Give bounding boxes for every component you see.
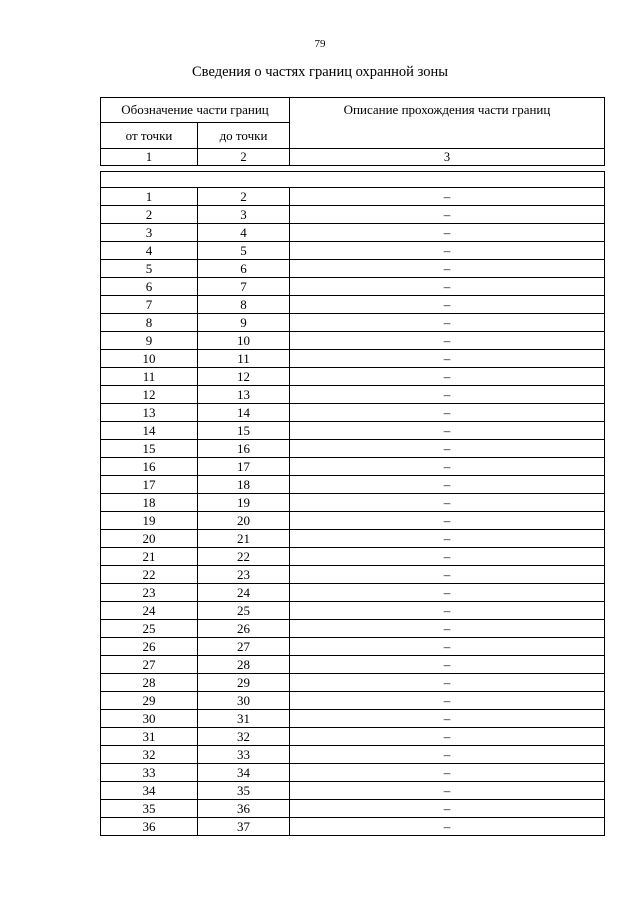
table-row [101,656,605,674]
table-row [101,458,605,476]
to-point-cell: 17 [198,458,290,476]
to-point-cell: 27 [198,638,290,656]
from-point-cell: 26 [101,638,198,656]
table-row [101,422,605,440]
from-point-cell: 17 [101,476,198,494]
table-row [101,548,605,566]
from-point-cell: 22 [101,566,198,584]
table-row [101,296,605,314]
description-cell: – [290,494,605,512]
table-row [101,746,605,764]
table-row [101,674,605,692]
table-row [101,350,605,368]
from-point-cell: 7 [101,296,198,314]
column-number-3: 3 [290,149,605,166]
to-point-cell: 23 [198,566,290,584]
description-cell: – [290,746,605,764]
table-row [101,260,605,278]
to-point-cell: 10 [198,332,290,350]
to-point-cell: 6 [198,260,290,278]
table-row [101,440,605,458]
description-cell: – [290,278,605,296]
to-point-cell: 9 [198,314,290,332]
to-point-cell: 26 [198,620,290,638]
from-point-cell: 13 [101,404,198,422]
description-cell: – [290,782,605,800]
from-point-cell: 34 [101,782,198,800]
description-cell: – [290,476,605,494]
to-point-cell: 29 [198,674,290,692]
to-point-cell: 24 [198,584,290,602]
to-point-cell: 5 [198,242,290,260]
table-row [101,332,605,350]
table-row [101,476,605,494]
table-row [101,566,605,584]
to-point-cell: 14 [198,404,290,422]
description-cell: – [290,422,605,440]
to-point-cell: 8 [198,296,290,314]
from-point-cell: 20 [101,530,198,548]
from-point-cell: 3 [101,224,198,242]
table-row [101,224,605,242]
to-point-cell: 35 [198,782,290,800]
description-cell: – [290,566,605,584]
description-cell: – [290,386,605,404]
table-row [101,386,605,404]
section-spacer-row [101,172,605,188]
description-cell: – [290,296,605,314]
to-point-cell: 19 [198,494,290,512]
description-cell: – [290,638,605,656]
from-point-cell: 2 [101,206,198,224]
from-point-cell: 9 [101,332,198,350]
designation-header: Обозначение части границ [101,98,290,123]
description-cell: – [290,242,605,260]
from-point-cell: 6 [101,278,198,296]
description-cell: – [290,206,605,224]
page-number: 79 [314,38,326,50]
from-point-cell: 11 [101,368,198,386]
from-point-cell: 29 [101,692,198,710]
table-row [101,818,605,836]
from-point-cell: 33 [101,764,198,782]
from-point-cell: 25 [101,620,198,638]
to-point-cell: 18 [198,476,290,494]
from-point-cell: 30 [101,710,198,728]
description-cell: – [290,674,605,692]
description-header: Описание прохождения части границ [290,98,605,149]
to-point-cell: 21 [198,530,290,548]
to-point-cell: 22 [198,548,290,566]
to-point-cell: 13 [198,386,290,404]
to-point-cell: 7 [198,278,290,296]
description-cell: – [290,440,605,458]
to-point-cell: 4 [198,224,290,242]
table-row [101,782,605,800]
description-cell: – [290,584,605,602]
to-point-header: до точки [198,123,290,149]
description-cell: – [290,332,605,350]
to-point-cell: 31 [198,710,290,728]
from-point-cell: 16 [101,458,198,476]
table-row [101,368,605,386]
from-point-cell: 5 [101,260,198,278]
to-point-cell: 37 [198,818,290,836]
table-row [101,494,605,512]
from-point-cell: 27 [101,656,198,674]
to-point-cell: 36 [198,800,290,818]
table-row [101,530,605,548]
description-cell: – [290,800,605,818]
description-cell: – [290,188,605,206]
table-row [101,278,605,296]
table-row [101,764,605,782]
description-cell: – [290,260,605,278]
description-cell: – [290,458,605,476]
description-cell: – [290,764,605,782]
description-cell: – [290,350,605,368]
from-point-cell: 4 [101,242,198,260]
description-cell: – [290,530,605,548]
table-row [101,206,605,224]
from-point-cell: 36 [101,818,198,836]
to-point-cell: 25 [198,602,290,620]
from-point-cell: 18 [101,494,198,512]
table-row [101,404,605,422]
description-cell: – [290,602,605,620]
description-cell: – [290,368,605,386]
to-point-cell: 2 [198,188,290,206]
from-point-cell: 12 [101,386,198,404]
to-point-cell: 3 [198,206,290,224]
table-row [101,602,605,620]
from-point-cell: 32 [101,746,198,764]
to-point-cell: 30 [198,692,290,710]
table-row [101,242,605,260]
description-cell: – [290,548,605,566]
description-cell: – [290,656,605,674]
from-point-cell: 10 [101,350,198,368]
from-point-cell: 14 [101,422,198,440]
to-point-cell: 11 [198,350,290,368]
table-row [101,188,605,206]
table-row [101,692,605,710]
description-cell: – [290,512,605,530]
to-point-cell: 34 [198,764,290,782]
to-point-cell: 32 [198,728,290,746]
to-point-cell: 33 [198,746,290,764]
from-point-header: от точки [101,123,198,149]
to-point-cell: 16 [198,440,290,458]
to-point-cell: 15 [198,422,290,440]
from-point-cell: 23 [101,584,198,602]
table-row [101,620,605,638]
table-row [101,314,605,332]
table-row [101,512,605,530]
description-cell: – [290,620,605,638]
document-title: Сведения о частях границ охранной зоны [192,64,448,80]
header-table [100,97,605,166]
from-point-cell: 8 [101,314,198,332]
description-cell: – [290,404,605,422]
from-point-cell: 31 [101,728,198,746]
description-cell: – [290,224,605,242]
description-cell: – [290,692,605,710]
description-cell: – [290,818,605,836]
table-row [101,710,605,728]
column-number-1: 1 [101,149,198,166]
from-point-cell: 15 [101,440,198,458]
from-point-cell: 19 [101,512,198,530]
from-point-cell: 1 [101,188,198,206]
to-point-cell: 20 [198,512,290,530]
from-point-cell: 24 [101,602,198,620]
table-row [101,800,605,818]
boundary-table [100,171,605,836]
table-row [101,728,605,746]
column-number-2: 2 [198,149,290,166]
description-cell: – [290,314,605,332]
table-row [101,638,605,656]
from-point-cell: 35 [101,800,198,818]
to-point-cell: 28 [198,656,290,674]
to-point-cell: 12 [198,368,290,386]
table-row [101,584,605,602]
from-point-cell: 21 [101,548,198,566]
description-cell: – [290,728,605,746]
from-point-cell: 28 [101,674,198,692]
description-cell: – [290,710,605,728]
